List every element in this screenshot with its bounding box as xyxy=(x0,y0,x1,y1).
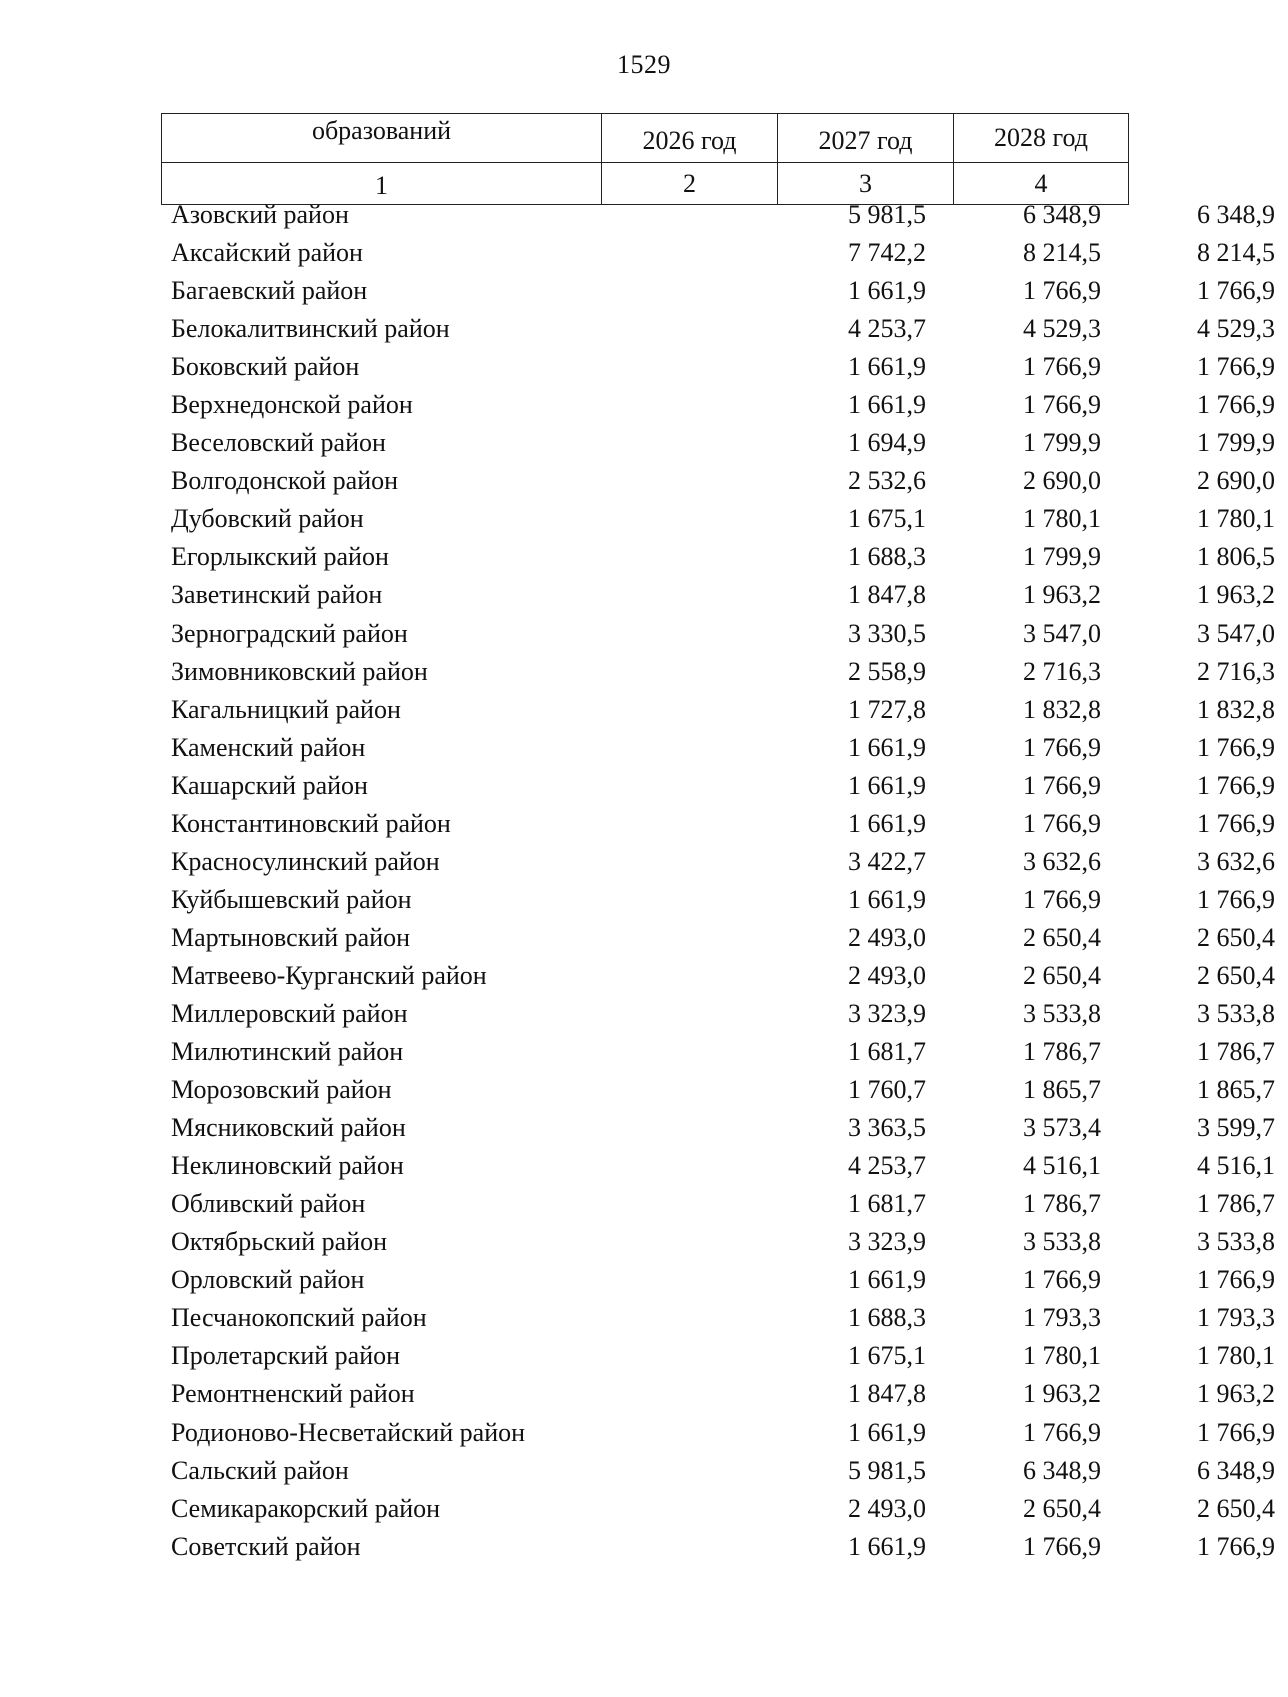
value-2028: 3 533,8 xyxy=(1197,1227,1275,1257)
value-2026: 4 253,7 xyxy=(848,314,926,344)
district-name: Константиновский район xyxy=(171,808,451,838)
value-2026: 1 661,9 xyxy=(848,808,926,838)
table-row xyxy=(161,1337,1275,1375)
table-row xyxy=(161,424,1275,462)
value-2028: 1 793,3 xyxy=(1197,1303,1275,1333)
value-2028: 6 348,9 xyxy=(1197,1455,1275,1485)
value-2026: 1 661,9 xyxy=(848,1417,926,1447)
value-2027: 2 650,4 xyxy=(1023,922,1101,952)
district-name: Кагальницкий район xyxy=(171,694,401,724)
value-2026: 1 661,9 xyxy=(848,1531,926,1561)
header-year-2028: 2028 год xyxy=(954,114,1129,163)
value-2027: 1 766,9 xyxy=(1023,770,1101,800)
table-row xyxy=(161,1452,1275,1490)
value-2028: 1 766,9 xyxy=(1197,808,1275,838)
district-name: Обливский район xyxy=(171,1189,366,1219)
table-row xyxy=(161,767,1275,805)
district-name: Волгодонской район xyxy=(171,466,399,496)
table-row xyxy=(161,615,1275,653)
value-2026: 3 323,9 xyxy=(848,1227,926,1257)
table-row xyxy=(161,1490,1275,1528)
value-2028: 2 650,4 xyxy=(1197,960,1275,990)
value-2026: 1 661,9 xyxy=(848,276,926,306)
page-number: 1529 xyxy=(617,50,671,79)
table-row xyxy=(161,1071,1275,1109)
table-row xyxy=(161,234,1275,272)
value-2026: 2 558,9 xyxy=(848,656,926,686)
table-row xyxy=(161,1109,1275,1147)
value-2026: 2 532,6 xyxy=(848,466,926,496)
district-name: Мясниковский район xyxy=(171,1113,406,1143)
table-row xyxy=(161,729,1275,767)
district-name: Ремонтненский район xyxy=(171,1379,415,1409)
value-2027: 1 766,9 xyxy=(1023,732,1101,762)
value-2027: 4 516,1 xyxy=(1023,1151,1101,1181)
table-row xyxy=(161,1375,1275,1413)
value-2026: 1 661,9 xyxy=(848,1265,926,1295)
value-2028: 1 832,8 xyxy=(1197,694,1275,724)
table-row xyxy=(161,843,1275,881)
value-2028: 1 786,7 xyxy=(1197,1037,1275,1067)
value-2028: 3 547,0 xyxy=(1197,618,1275,648)
header-col-number-2: 2 xyxy=(602,163,778,205)
value-2027: 1 963,2 xyxy=(1023,1379,1101,1409)
value-2027: 2 716,3 xyxy=(1023,656,1101,686)
value-2026: 1 675,1 xyxy=(848,1341,926,1371)
table-row xyxy=(161,196,1275,234)
value-2026: 4 253,7 xyxy=(848,1151,926,1181)
value-2028: 1 766,9 xyxy=(1197,352,1275,382)
value-2028: 1 766,9 xyxy=(1197,1265,1275,1295)
district-name: Неклиновский район xyxy=(171,1151,404,1181)
value-2028: 3 632,6 xyxy=(1197,846,1275,876)
value-2027: 4 529,3 xyxy=(1023,314,1101,344)
district-name: Багаевский район xyxy=(171,276,368,306)
value-2028: 2 650,4 xyxy=(1197,922,1275,952)
table-row xyxy=(161,348,1275,386)
district-name: Морозовский район xyxy=(171,1075,392,1105)
value-2027: 3 632,6 xyxy=(1023,846,1101,876)
table-row xyxy=(161,691,1275,729)
value-2026: 2 493,0 xyxy=(848,1493,926,1523)
value-2027: 1 766,9 xyxy=(1023,1531,1101,1561)
value-2027: 1 963,2 xyxy=(1023,580,1101,610)
value-2027: 1 766,9 xyxy=(1023,884,1101,914)
value-2028: 2 650,4 xyxy=(1197,1493,1275,1523)
value-2028: 2 716,3 xyxy=(1197,656,1275,686)
value-2026: 1 661,9 xyxy=(848,352,926,382)
value-2026: 1 675,1 xyxy=(848,504,926,534)
value-2026: 1 661,9 xyxy=(848,770,926,800)
table-row xyxy=(161,1261,1275,1299)
value-2028: 1 766,9 xyxy=(1197,390,1275,420)
district-name: Боковский район xyxy=(171,352,360,382)
value-2026: 1 688,3 xyxy=(848,1303,926,1333)
value-2026: 7 742,2 xyxy=(848,238,926,268)
table-row xyxy=(161,500,1275,538)
value-2027: 1 793,3 xyxy=(1023,1303,1101,1333)
district-name: Каменский район xyxy=(171,732,366,762)
table-row xyxy=(161,1185,1275,1223)
value-2026: 1 847,8 xyxy=(848,580,926,610)
table-row xyxy=(161,919,1275,957)
district-name: Орловский район xyxy=(171,1265,365,1295)
table-row xyxy=(161,995,1275,1033)
district-name: Верхнедонской район xyxy=(171,390,413,420)
value-2027: 2 690,0 xyxy=(1023,466,1101,496)
district-name: Куйбышевский район xyxy=(171,884,412,914)
value-2026: 1 760,7 xyxy=(848,1075,926,1105)
value-2027: 1 766,9 xyxy=(1023,352,1101,382)
value-2028: 4 529,3 xyxy=(1197,314,1275,344)
table-row xyxy=(161,1147,1275,1185)
district-name: Родионово-Несветайский район xyxy=(171,1417,526,1447)
value-2028: 3 533,8 xyxy=(1197,998,1275,1028)
district-name: Советский район xyxy=(171,1531,361,1561)
district-name: Октябрьский район xyxy=(171,1227,387,1257)
value-2026: 3 363,5 xyxy=(848,1113,926,1143)
table-header xyxy=(161,113,1129,205)
district-name: Семикаракорский район xyxy=(171,1493,441,1523)
value-2027: 1 766,9 xyxy=(1023,276,1101,306)
value-2027: 1 766,9 xyxy=(1023,808,1101,838)
value-2026: 1 847,8 xyxy=(848,1379,926,1409)
value-2027: 8 214,5 xyxy=(1023,238,1101,268)
value-2027: 1 799,9 xyxy=(1023,542,1101,572)
value-2026: 1 694,9 xyxy=(848,428,926,458)
value-2027: 2 650,4 xyxy=(1023,960,1101,990)
value-2028: 1 780,1 xyxy=(1197,1341,1275,1371)
value-2028: 1 963,2 xyxy=(1197,580,1275,610)
district-name: Зерноградский район xyxy=(171,618,408,648)
value-2027: 1 780,1 xyxy=(1023,504,1101,534)
value-2027: 1 766,9 xyxy=(1023,390,1101,420)
value-2028: 1 786,7 xyxy=(1197,1189,1275,1219)
value-2028: 2 690,0 xyxy=(1197,466,1275,496)
value-2027: 6 348,9 xyxy=(1023,1455,1101,1485)
district-name: Мартыновский район xyxy=(171,922,411,952)
district-name: Зимовниковский район xyxy=(171,656,428,686)
header-col-number-4: 4 xyxy=(954,163,1129,205)
table-row xyxy=(161,653,1275,691)
table-row xyxy=(161,576,1275,614)
district-name: Миллеровский район xyxy=(171,998,408,1028)
value-2028: 3 599,7 xyxy=(1197,1113,1275,1143)
value-2026: 5 981,5 xyxy=(848,1455,926,1485)
district-name: Матвеево-Курганский район xyxy=(171,960,487,990)
district-name: Белокалитвинский район xyxy=(171,314,450,344)
value-2026: 3 330,5 xyxy=(848,618,926,648)
district-name: Сальский район xyxy=(171,1455,349,1485)
value-2028: 1 766,9 xyxy=(1197,770,1275,800)
district-name: Заветинский район xyxy=(171,580,383,610)
value-2026: 1 661,9 xyxy=(848,732,926,762)
value-2028: 1 799,9 xyxy=(1197,428,1275,458)
header-col-number-3: 3 xyxy=(778,163,954,205)
table-row xyxy=(161,957,1275,995)
header-name-column: образований xyxy=(162,114,602,163)
value-2026: 1 727,8 xyxy=(848,694,926,724)
district-name: Кашарский район xyxy=(171,770,368,800)
value-2026: 3 422,7 xyxy=(848,846,926,876)
district-name: Милютинский район xyxy=(171,1037,404,1067)
header-year-2027: 2027 год xyxy=(778,114,954,163)
table-row xyxy=(161,1033,1275,1071)
value-2027: 1 832,8 xyxy=(1023,694,1101,724)
value-2027: 3 533,8 xyxy=(1023,1227,1101,1257)
table-row xyxy=(161,272,1275,310)
header-year-2026: 2026 год xyxy=(602,114,778,163)
value-2027: 1 865,7 xyxy=(1023,1075,1101,1105)
district-name: Песчанокопский район xyxy=(171,1303,427,1333)
table-row xyxy=(161,462,1275,500)
value-2028: 6 348,9 xyxy=(1197,200,1275,229)
value-2028: 1 766,9 xyxy=(1197,884,1275,914)
value-2028: 1 766,9 xyxy=(1197,1417,1275,1447)
table-row xyxy=(161,1223,1275,1261)
value-2028: 1 963,2 xyxy=(1197,1379,1275,1409)
district-name: Егорлыкский район xyxy=(171,542,389,572)
value-2028: 1 865,7 xyxy=(1197,1075,1275,1105)
value-2026: 1 681,7 xyxy=(848,1189,926,1219)
value-2026: 1 681,7 xyxy=(848,1037,926,1067)
table-row xyxy=(161,805,1275,843)
value-2026: 1 661,9 xyxy=(848,884,926,914)
table-row xyxy=(161,881,1275,919)
district-name: Аксайский район xyxy=(171,238,363,268)
value-2027: 1 766,9 xyxy=(1023,1265,1101,1295)
value-2026: 3 323,9 xyxy=(848,998,926,1028)
value-2028: 1 766,9 xyxy=(1197,732,1275,762)
value-2028: 1 806,5 xyxy=(1197,542,1275,572)
value-2027: 1 786,7 xyxy=(1023,1037,1101,1067)
value-2028: 1 780,1 xyxy=(1197,504,1275,534)
table-row xyxy=(161,310,1275,348)
table-row xyxy=(161,1299,1275,1337)
table-row xyxy=(161,538,1275,576)
value-2026: 1 688,3 xyxy=(848,542,926,572)
value-2027: 3 547,0 xyxy=(1023,618,1101,648)
table-row xyxy=(161,1528,1275,1566)
district-name: Красносулинский район xyxy=(171,846,440,876)
value-2028: 1 766,9 xyxy=(1197,276,1275,306)
value-2027: 1 799,9 xyxy=(1023,428,1101,458)
value-2027: 1 766,9 xyxy=(1023,1417,1101,1447)
value-2027: 2 650,4 xyxy=(1023,1493,1101,1523)
value-2027: 1 780,1 xyxy=(1023,1341,1101,1371)
value-2026: 2 493,0 xyxy=(848,922,926,952)
district-name: Азовский район xyxy=(171,200,349,229)
value-2027: 6 348,9 xyxy=(1023,200,1101,229)
header-col-number-1: 1 xyxy=(162,163,602,205)
value-2026: 5 981,5 xyxy=(848,200,926,229)
value-2026: 1 661,9 xyxy=(848,390,926,420)
value-2028: 8 214,5 xyxy=(1197,238,1275,268)
value-2028: 4 516,1 xyxy=(1197,1151,1275,1181)
district-name: Веселовский район xyxy=(171,428,386,458)
district-name: Дубовский район xyxy=(171,504,364,534)
header-row-titles xyxy=(162,114,1129,163)
table-row xyxy=(161,1414,1275,1452)
value-2027: 1 786,7 xyxy=(1023,1189,1101,1219)
district-name: Пролетарский район xyxy=(171,1341,401,1371)
table-row xyxy=(161,386,1275,424)
table-body xyxy=(161,196,1275,1566)
value-2028: 1 766,9 xyxy=(1197,1531,1275,1561)
value-2027: 3 573,4 xyxy=(1023,1113,1101,1143)
value-2026: 2 493,0 xyxy=(848,960,926,990)
value-2027: 3 533,8 xyxy=(1023,998,1101,1028)
